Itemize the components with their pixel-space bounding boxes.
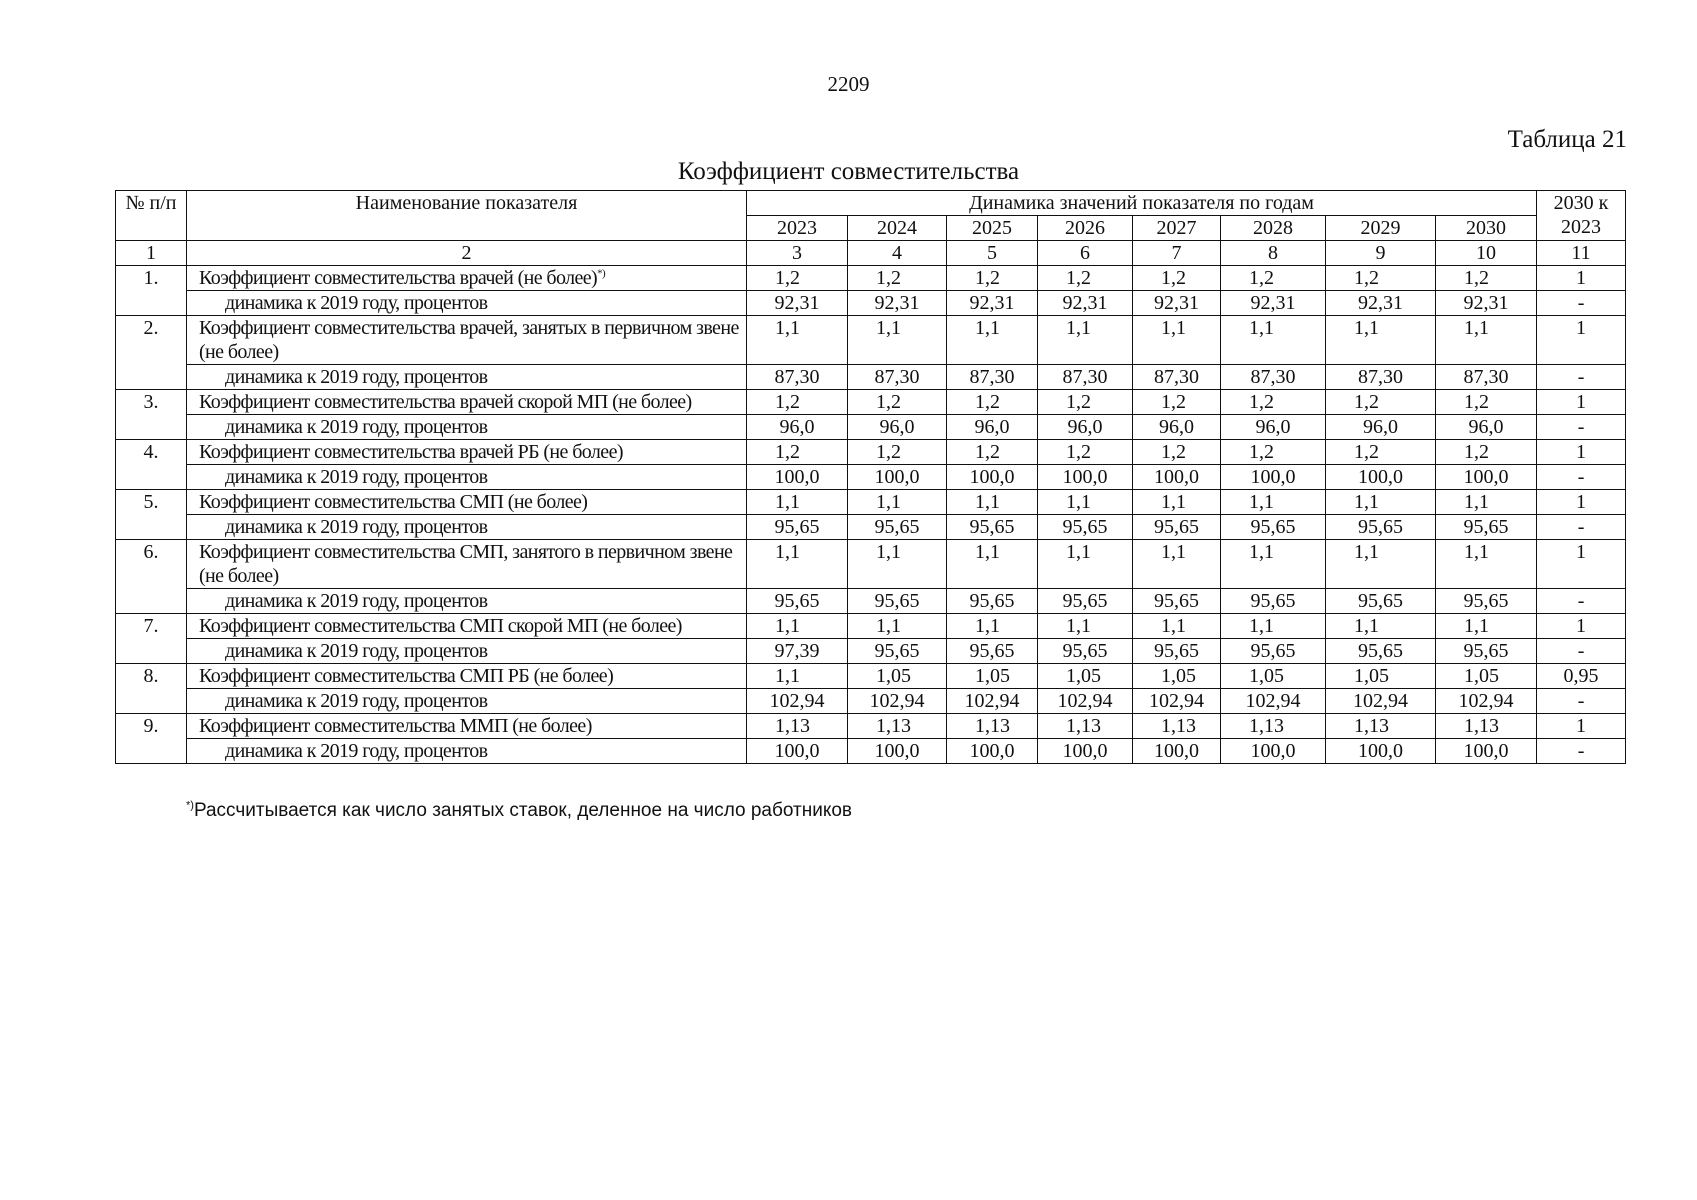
- dynamics-label: динамика к 2019 году, процентов: [187, 739, 747, 764]
- dynamics-value-cell: 100,0: [747, 465, 848, 490]
- value-cell: 1,1: [1038, 316, 1133, 365]
- value-cell: 1,1: [747, 490, 848, 515]
- value-cell: 1,1: [1133, 614, 1221, 639]
- dynamics-value-cell: 100,0: [848, 465, 947, 490]
- column-number: 10: [1436, 241, 1537, 266]
- value-cell: 1,1: [947, 316, 1038, 365]
- dynamics-row: [116, 639, 1626, 664]
- ratio-cell: 1: [1537, 540, 1626, 589]
- dynamics-value-cell: 95,65: [1436, 515, 1537, 540]
- value-cell: 1,1: [1326, 490, 1436, 515]
- header-ratio: 2030 к 2023: [1537, 191, 1626, 241]
- ratio-cell: 1: [1537, 266, 1626, 291]
- indicator-row: [116, 714, 1626, 739]
- value-cell: 1,13: [1133, 714, 1221, 739]
- indicator-name-text: Коэффициент совместительства СМП (не более): [199, 491, 588, 513]
- header-year: 2027: [1133, 216, 1221, 241]
- indicator-name-text: Коэффициент совместительства врачей РБ (не более): [199, 441, 623, 463]
- indicator-row: [116, 664, 1626, 689]
- dynamics-value-cell: 95,65: [848, 639, 947, 664]
- dynamics-value-cell: 96,0: [747, 415, 848, 440]
- dynamics-value-cell: 95,65: [1436, 589, 1537, 614]
- column-numbers-row: [116, 241, 1626, 266]
- value-cell: 1,1: [947, 490, 1038, 515]
- value-cell: 1,2: [1221, 266, 1326, 291]
- dynamics-label: динамика к 2019 году, процентов: [187, 465, 747, 490]
- dynamics-value-cell: 95,65: [1221, 589, 1326, 614]
- indicator-name: [187, 440, 747, 465]
- indicator-name-text: Коэффициент совместительства врачей скорой МП (не более): [199, 391, 692, 413]
- indicator-name-text: Коэффициент совместительства ММП (не более): [199, 715, 592, 737]
- dynamics-value-cell: 100,0: [1221, 465, 1326, 490]
- dynamics-value-cell: 102,94: [1221, 689, 1326, 714]
- dynamics-value-cell: 95,65: [1221, 515, 1326, 540]
- dynamics-value-cell: 95,65: [848, 589, 947, 614]
- dynamics-value-cell: 92,31: [747, 291, 848, 316]
- row-number: 5.: [116, 490, 187, 540]
- indicator-row: [116, 540, 1626, 589]
- dynamics-ratio-cell: -: [1537, 639, 1626, 664]
- dynamics-value-cell: 95,65: [947, 589, 1038, 614]
- dynamics-row: [116, 739, 1626, 764]
- footnote: [186, 800, 852, 822]
- dynamics-row: [116, 515, 1626, 540]
- coefficient-table: [115, 190, 1626, 764]
- row-number: 4.: [116, 440, 187, 490]
- dynamics-value-cell: 92,31: [1221, 291, 1326, 316]
- dynamics-value-cell: 96,0: [1133, 415, 1221, 440]
- value-cell: 1,2: [947, 440, 1038, 465]
- dynamics-label: динамика к 2019 году, процентов: [187, 365, 747, 390]
- row-number: 6.: [116, 540, 187, 614]
- header-year: 2030: [1436, 216, 1537, 241]
- dynamics-value-cell: 95,65: [1326, 589, 1436, 614]
- value-cell: 1,1: [848, 316, 947, 365]
- dynamics-row: [116, 465, 1626, 490]
- dynamics-value-cell: 100,0: [1133, 465, 1221, 490]
- value-cell: 1,05: [1436, 664, 1537, 689]
- indicator-name: [187, 490, 747, 515]
- indicator-name-text: Коэффициент совместительства врачей, занятых в первичном звене (не более): [199, 317, 739, 363]
- value-cell: 1,13: [1326, 714, 1436, 739]
- table-body: [116, 266, 1626, 764]
- footnote-mark: *): [186, 799, 194, 812]
- column-number: 6: [1038, 241, 1133, 266]
- value-cell: 1,2: [1436, 440, 1537, 465]
- dynamics-ratio-cell: -: [1537, 465, 1626, 490]
- dynamics-value-cell: 100,0: [747, 739, 848, 764]
- dynamics-label: динамика к 2019 году, процентов: [187, 515, 747, 540]
- value-cell: 1,1: [747, 664, 848, 689]
- dynamics-value-cell: 95,65: [947, 515, 1038, 540]
- indicator-row: [116, 614, 1626, 639]
- value-cell: 1,1: [1038, 614, 1133, 639]
- table-title: Коэффициент совместительства: [677, 158, 1020, 185]
- value-cell: 1,13: [947, 714, 1038, 739]
- header-dynamics: Динамика значений показателя по годам: [747, 191, 1537, 216]
- value-cell: 1,05: [848, 664, 947, 689]
- column-number: 3: [747, 241, 848, 266]
- value-cell: 1,2: [747, 440, 848, 465]
- dynamics-ratio-cell: -: [1537, 689, 1626, 714]
- column-number: 11: [1537, 241, 1626, 266]
- indicator-row: [116, 490, 1626, 515]
- value-cell: 1,2: [1326, 266, 1436, 291]
- dynamics-ratio-cell: -: [1537, 291, 1626, 316]
- dynamics-ratio-cell: -: [1537, 415, 1626, 440]
- dynamics-value-cell: 96,0: [947, 415, 1038, 440]
- value-cell: 1,2: [1038, 440, 1133, 465]
- value-cell: 1,05: [947, 664, 1038, 689]
- column-number: 5: [947, 241, 1038, 266]
- dynamics-value-cell: 95,65: [1326, 639, 1436, 664]
- dynamics-value-cell: 97,39: [747, 639, 848, 664]
- dynamics-value-cell: 100,0: [1436, 739, 1537, 764]
- header-year: 2023: [747, 216, 848, 241]
- column-number: 9: [1326, 241, 1436, 266]
- header-year: 2028: [1221, 216, 1326, 241]
- dynamics-ratio-cell: -: [1537, 589, 1626, 614]
- dynamics-value-cell: 92,31: [1038, 291, 1133, 316]
- value-cell: 1,2: [1326, 390, 1436, 415]
- column-number: 4: [848, 241, 947, 266]
- dynamics-label: динамика к 2019 году, процентов: [187, 415, 747, 440]
- dynamics-value-cell: 87,30: [1326, 365, 1436, 390]
- value-cell: 1,13: [1038, 714, 1133, 739]
- value-cell: 1,2: [848, 440, 947, 465]
- value-cell: 1,1: [947, 540, 1038, 589]
- value-cell: 1,2: [947, 266, 1038, 291]
- dynamics-value-cell: 96,0: [1221, 415, 1326, 440]
- row-number: 1.: [116, 266, 187, 316]
- value-cell: 1,1: [848, 614, 947, 639]
- header-year: 2026: [1038, 216, 1133, 241]
- value-cell: 1,2: [1221, 390, 1326, 415]
- ratio-cell: 0,95: [1537, 664, 1626, 689]
- value-cell: 1,1: [747, 316, 848, 365]
- footnote-text: Рассчитывается как число занятых ставок, деленное на число работников: [193, 800, 853, 821]
- dynamics-value-cell: 100,0: [1326, 739, 1436, 764]
- dynamics-row: [116, 415, 1626, 440]
- value-cell: 1,1: [1221, 614, 1326, 639]
- dynamics-value-cell: 95,65: [1436, 639, 1537, 664]
- dynamics-value-cell: 102,94: [1038, 689, 1133, 714]
- value-cell: 1,2: [1221, 440, 1326, 465]
- value-cell: 1,05: [1133, 664, 1221, 689]
- dynamics-value-cell: 92,31: [947, 291, 1038, 316]
- dynamics-value-cell: 95,65: [747, 589, 848, 614]
- dynamics-value-cell: 87,30: [747, 365, 848, 390]
- value-cell: 1,1: [1038, 540, 1133, 589]
- indicator-name-text: Коэффициент совместительства врачей (не более): [199, 267, 598, 289]
- indicator-name: [187, 316, 747, 365]
- value-cell: 1,2: [1133, 440, 1221, 465]
- dynamics-value-cell: 87,30: [1436, 365, 1537, 390]
- value-cell: 1,1: [747, 540, 848, 589]
- dynamics-label: динамика к 2019 году, процентов: [187, 639, 747, 664]
- value-cell: 1,1: [1436, 540, 1537, 589]
- dynamics-value-cell: 102,94: [848, 689, 947, 714]
- dynamics-value-cell: 96,0: [848, 415, 947, 440]
- dynamics-value-cell: 96,0: [1436, 415, 1537, 440]
- dynamics-value-cell: 102,94: [1133, 689, 1221, 714]
- dynamics-value-cell: 95,65: [1038, 589, 1133, 614]
- dynamics-row: [116, 589, 1626, 614]
- value-cell: 1,2: [1436, 266, 1537, 291]
- value-cell: 1,1: [1133, 540, 1221, 589]
- value-cell: 1,1: [1436, 490, 1537, 515]
- value-cell: 1,2: [747, 390, 848, 415]
- dynamics-ratio-cell: -: [1537, 739, 1626, 764]
- dynamics-value-cell: 95,65: [1133, 589, 1221, 614]
- value-cell: 1,13: [1221, 714, 1326, 739]
- column-number: 7: [1133, 241, 1221, 266]
- dynamics-value-cell: 95,65: [1221, 639, 1326, 664]
- value-cell: 1,1: [1326, 316, 1436, 365]
- value-cell: 1,1: [848, 540, 947, 589]
- value-cell: 1,1: [1221, 540, 1326, 589]
- row-number: 2.: [116, 316, 187, 390]
- value-cell: 1,2: [1436, 390, 1537, 415]
- page-number: 2209: [827, 72, 870, 96]
- ratio-cell: 1: [1537, 490, 1626, 515]
- ratio-cell: 1: [1537, 440, 1626, 465]
- indicator-name-text: Коэффициент совместительства СМП скорой МП (не более): [199, 615, 682, 637]
- dynamics-row: [116, 365, 1626, 390]
- indicator-name: [187, 614, 747, 639]
- value-cell: 1,05: [1326, 664, 1436, 689]
- value-cell: 1,2: [947, 390, 1038, 415]
- value-cell: 1,05: [1038, 664, 1133, 689]
- value-cell: 1,2: [1038, 266, 1133, 291]
- dynamics-ratio-cell: -: [1537, 365, 1626, 390]
- ratio-cell: 1: [1537, 316, 1626, 365]
- value-cell: 1,2: [1326, 440, 1436, 465]
- row-number: 7.: [116, 614, 187, 664]
- indicator-name: [187, 664, 747, 689]
- indicator-name-text: Коэффициент совместительства СМП, занятого в первичном звене (не более): [199, 541, 733, 587]
- dynamics-ratio-cell: -: [1537, 515, 1626, 540]
- dynamics-label: динамика к 2019 году, процентов: [187, 291, 747, 316]
- dynamics-value-cell: 100,0: [947, 739, 1038, 764]
- ratio-cell: 1: [1537, 714, 1626, 739]
- dynamics-value-cell: 92,31: [1133, 291, 1221, 316]
- value-cell: 1,1: [1221, 316, 1326, 365]
- value-cell: 1,2: [1133, 390, 1221, 415]
- value-cell: 1,2: [848, 390, 947, 415]
- header-year: 2029: [1326, 216, 1436, 241]
- dynamics-value-cell: 100,0: [1436, 465, 1537, 490]
- column-number: 2: [187, 241, 747, 266]
- dynamics-value-cell: 95,65: [1133, 639, 1221, 664]
- dynamics-row: [116, 291, 1626, 316]
- indicator-row: [116, 390, 1626, 415]
- dynamics-value-cell: 96,0: [1038, 415, 1133, 440]
- dynamics-value-cell: 100,0: [1038, 739, 1133, 764]
- value-cell: 1,1: [1436, 316, 1537, 365]
- value-cell: 1,1: [848, 490, 947, 515]
- dynamics-value-cell: 102,94: [947, 689, 1038, 714]
- row-number: 8.: [116, 664, 187, 714]
- value-cell: 1,13: [848, 714, 947, 739]
- dynamics-value-cell: 100,0: [848, 739, 947, 764]
- value-cell: 1,1: [747, 614, 848, 639]
- dynamics-value-cell: 95,65: [1038, 639, 1133, 664]
- indicator-name-text: Коэффициент совместительства СМП РБ (не более): [199, 665, 614, 687]
- dynamics-value-cell: 102,94: [747, 689, 848, 714]
- table-label: Таблица 21: [1507, 126, 1627, 153]
- dynamics-label: динамика к 2019 году, процентов: [187, 589, 747, 614]
- dynamics-value-cell: 92,31: [848, 291, 947, 316]
- indicator-row: [116, 440, 1626, 465]
- dynamics-value-cell: 100,0: [1221, 739, 1326, 764]
- header-name: Наименование показателя: [187, 191, 747, 241]
- dynamics-value-cell: 95,65: [947, 639, 1038, 664]
- value-cell: 1,1: [1133, 490, 1221, 515]
- column-number: 8: [1221, 241, 1326, 266]
- dynamics-row: [116, 689, 1626, 714]
- dynamics-label: динамика к 2019 году, процентов: [187, 689, 747, 714]
- dynamics-value-cell: 95,65: [1038, 515, 1133, 540]
- value-cell: 1,1: [1436, 614, 1537, 639]
- indicator-name: [187, 714, 747, 739]
- ratio-cell: 1: [1537, 614, 1626, 639]
- indicator-name: [187, 390, 747, 415]
- dynamics-value-cell: 100,0: [1133, 739, 1221, 764]
- dynamics-value-cell: 100,0: [947, 465, 1038, 490]
- dynamics-value-cell: 100,0: [1326, 465, 1436, 490]
- value-cell: 1,2: [1038, 390, 1133, 415]
- dynamics-value-cell: 95,65: [747, 515, 848, 540]
- value-cell: 1,1: [1221, 490, 1326, 515]
- value-cell: 1,13: [747, 714, 848, 739]
- dynamics-value-cell: 96,0: [1326, 415, 1436, 440]
- value-cell: 1,13: [1436, 714, 1537, 739]
- dynamics-value-cell: 87,30: [1133, 365, 1221, 390]
- header-year: 2024: [848, 216, 947, 241]
- dynamics-value-cell: 87,30: [1221, 365, 1326, 390]
- value-cell: 1,2: [1133, 266, 1221, 291]
- value-cell: 1,05: [1221, 664, 1326, 689]
- row-number: 3.: [116, 390, 187, 440]
- value-cell: 1,1: [947, 614, 1038, 639]
- indicator-name: [187, 266, 747, 291]
- value-cell: 1,2: [848, 266, 947, 291]
- indicator-row: [116, 316, 1626, 365]
- value-cell: 1,2: [747, 266, 848, 291]
- indicator-name: [187, 540, 747, 589]
- dynamics-value-cell: 95,65: [848, 515, 947, 540]
- dynamics-value-cell: 87,30: [848, 365, 947, 390]
- value-cell: 1,1: [1133, 316, 1221, 365]
- footnote-ref: *): [597, 267, 606, 280]
- dynamics-value-cell: 92,31: [1436, 291, 1537, 316]
- dynamics-value-cell: 100,0: [1038, 465, 1133, 490]
- value-cell: 1,1: [1038, 490, 1133, 515]
- row-number: 9.: [116, 714, 187, 764]
- value-cell: 1,1: [1326, 540, 1436, 589]
- dynamics-value-cell: 95,65: [1326, 515, 1436, 540]
- dynamics-value-cell: 87,30: [1038, 365, 1133, 390]
- header-year: 2025: [947, 216, 1038, 241]
- dynamics-value-cell: 102,94: [1326, 689, 1436, 714]
- header-num: № п/п: [116, 191, 187, 241]
- value-cell: 1,1: [1326, 614, 1436, 639]
- column-number: 1: [116, 241, 187, 266]
- dynamics-value-cell: 102,94: [1436, 689, 1537, 714]
- ratio-cell: 1: [1537, 390, 1626, 415]
- dynamics-value-cell: 92,31: [1326, 291, 1436, 316]
- dynamics-value-cell: 87,30: [947, 365, 1038, 390]
- dynamics-value-cell: 95,65: [1133, 515, 1221, 540]
- indicator-row: [116, 266, 1626, 291]
